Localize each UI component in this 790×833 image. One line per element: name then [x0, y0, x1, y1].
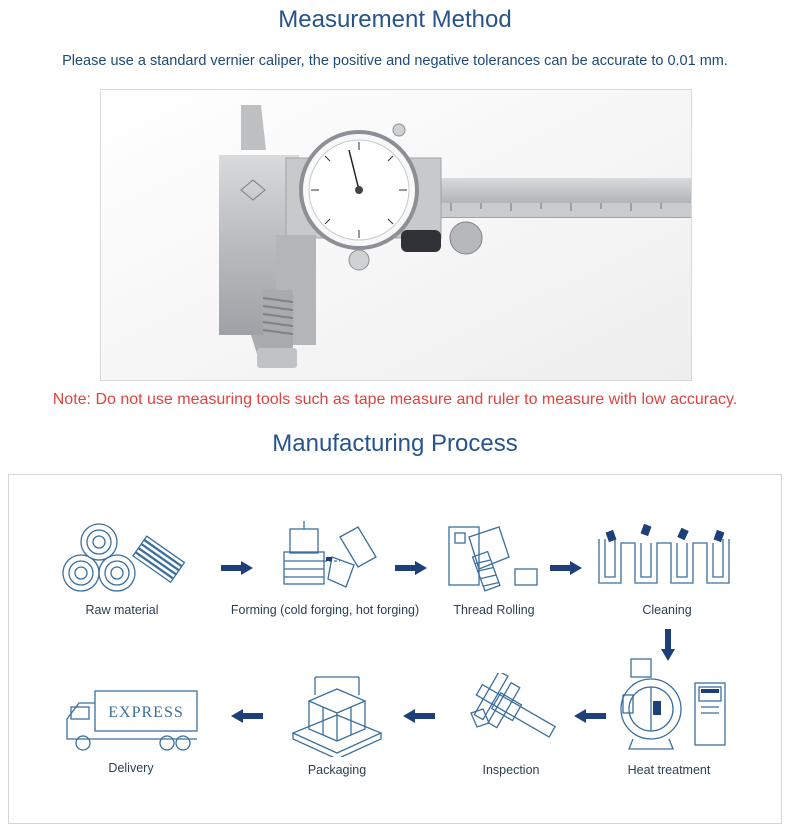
step-label: Cleaning — [642, 603, 692, 617]
step-heat-treatment — [609, 657, 729, 777]
step-inspection — [461, 673, 561, 777]
arrow-left-icon — [403, 709, 435, 723]
thread-rolling-icon — [429, 517, 559, 597]
measurement-title: Measurement Method — [278, 6, 512, 33]
furnace-icon — [609, 657, 729, 757]
arrow-right-icon — [550, 561, 582, 575]
step-label: Inspection — [482, 763, 540, 777]
truck-icon — [61, 689, 201, 755]
dial-caliper-icon — [101, 90, 691, 380]
process-title: Manufacturing Process — [272, 430, 518, 457]
measurement-description: Please use a standard vernier caliper, the positive and negative tolerances can be accurate to 0.01 mm. — [62, 53, 728, 69]
measurement-note: Note: Do not use measuring tools such as tape measure and ruler to measure with low accuracy. — [52, 391, 738, 408]
step-label: Thread Rolling — [453, 603, 535, 617]
coil-icon — [57, 517, 187, 597]
arrow-left-icon — [231, 709, 263, 723]
step-label: Packaging — [307, 763, 367, 777]
step-label: Forming (cold forging, hot forging) — [230, 603, 420, 617]
step-packaging — [285, 673, 389, 777]
caliper-icon — [461, 673, 561, 757]
process-panel — [8, 474, 782, 824]
caliper-photo — [100, 89, 692, 381]
step-label: Raw material — [85, 603, 159, 617]
arrow-right-icon — [395, 561, 427, 575]
step-label: Delivery — [108, 761, 154, 775]
truck-express-text: EXPRESS — [108, 704, 184, 721]
step-cleaning — [597, 521, 737, 617]
arrow-left-icon — [574, 709, 606, 723]
step-thread-rolling — [429, 517, 559, 617]
box-pallet-icon — [285, 673, 389, 757]
step-label: Heat treatment — [627, 763, 711, 777]
step-delivery — [61, 689, 201, 775]
forging-press-icon — [260, 517, 390, 597]
cleaning-tank-icon — [597, 521, 737, 597]
step-raw-material — [57, 517, 187, 617]
